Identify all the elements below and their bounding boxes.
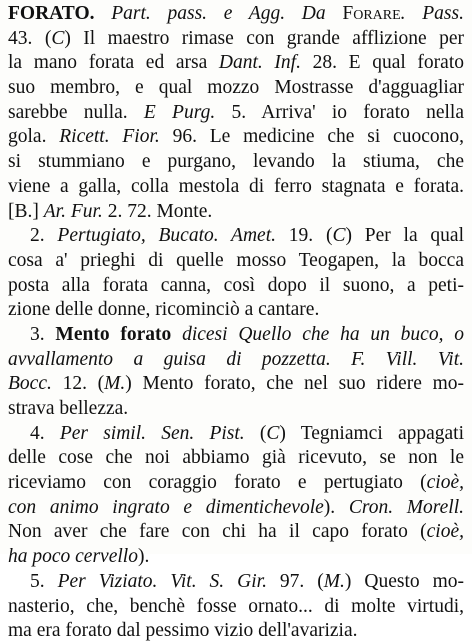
dictionary-entry-forato	[8, 2, 464, 644]
text-run: 96. Le medicine che si cuocono,	[159, 126, 464, 148]
text-run: Mento forato	[55, 323, 172, 345]
text-run: riceviamo con coraggio forato e pertugiato (	[8, 472, 427, 494]
text-run: 12. (	[51, 373, 105, 395]
text-line	[8, 348, 464, 373]
text-run: ) Mento forato, che nel suo ridere mo-	[125, 373, 464, 395]
text-line	[8, 51, 464, 76]
text-line	[8, 496, 464, 521]
text-run: . Pass.	[400, 3, 464, 24]
text-run: 5. Arriva' io forato nella	[215, 101, 464, 123]
text-run: Bocc.	[8, 373, 52, 395]
text-run: strava bellezza.	[8, 398, 129, 419]
text-run: con animo ingrato e dimentichevole	[8, 496, 324, 518]
text-run: Forare	[342, 3, 401, 24]
text-line	[8, 125, 464, 150]
text-run: ).	[323, 496, 349, 518]
text-run: ) Tegniamci appagati	[279, 422, 464, 444]
text-run: ) Questo mo-	[344, 570, 464, 592]
text-run: Non aver che fare con chi ha il capo forato (	[8, 521, 427, 543]
text-line	[8, 150, 464, 175]
text-run: 2.	[30, 225, 58, 247]
text-run: C	[266, 422, 280, 444]
text-run: posta alla forata canna, così dopo il suono, a peti-	[8, 274, 464, 296]
text-run: FORATO.	[8, 3, 95, 24]
text-line	[8, 101, 464, 126]
text-run: Part. pass. e Agg. Da	[94, 3, 343, 24]
text-line	[8, 175, 464, 200]
text-run: Per Viziato. Vit. S. Gir.	[57, 570, 267, 592]
text-run: viene a galla, colla mestola di ferro stagnata e forata.	[8, 175, 464, 197]
text-line	[8, 545, 464, 570]
text-run: cioè,	[426, 521, 464, 543]
text-run: avvallamento a guisa di pozzetta. F. Vill. Vit.	[8, 348, 464, 370]
text-line	[8, 249, 464, 274]
text-run: sarebbe nulla.	[8, 101, 144, 123]
text-run: M.	[323, 570, 345, 592]
text-run: C	[51, 27, 65, 49]
text-run: la mano forata ed arsa	[8, 52, 219, 74]
text-line	[8, 323, 464, 348]
text-line	[8, 570, 464, 595]
text-line	[8, 595, 464, 620]
text-run: ).	[137, 546, 150, 568]
text-line	[8, 274, 464, 299]
text-run: Ar. Fur.	[43, 200, 103, 222]
text-run: [B.]	[8, 200, 44, 222]
text-line	[8, 298, 464, 323]
text-line	[8, 372, 464, 397]
text-run: dicesi Quello che ha un buco, o	[171, 323, 464, 345]
text-run: nasterio, che, benchè fosse ornato... di molte virtudi,	[8, 595, 464, 617]
text-run: 28. E qual forato	[300, 52, 464, 74]
text-run: si stummiano e purgano, levando la stiuma, che	[8, 151, 464, 173]
text-run: ) Il maestro rimase con grande afflizione per	[64, 27, 464, 49]
text-line	[8, 422, 464, 447]
text-line	[8, 200, 464, 225]
text-run: cioè,	[426, 472, 464, 494]
text-run: delle cose che noi abbiamo già ricevuto, se non le	[8, 447, 464, 469]
text-line	[8, 2, 464, 27]
text-run: 4.	[30, 422, 60, 444]
text-run: M.	[104, 373, 126, 395]
text-run: E Purg.	[143, 101, 216, 123]
text-run: gola.	[8, 126, 60, 148]
text-line	[8, 397, 464, 422]
text-run: 3.	[30, 323, 56, 345]
text-run: 19. (	[276, 225, 333, 247]
text-run: ) Per la qual	[345, 225, 464, 247]
text-line	[8, 520, 464, 545]
text-run: C	[332, 225, 346, 247]
text-run: cosa a' prieghi di quelle mosso Teogapen, la bocca	[8, 249, 464, 271]
text-run: Ricett. Fior.	[59, 126, 160, 148]
text-run: suo membro, e qual mozzo Mostrasse d'agguagliar	[8, 77, 464, 99]
text-run: Dant. Inf.	[218, 52, 301, 74]
text-run: 43. (	[8, 27, 52, 49]
text-line	[8, 224, 464, 249]
text-run: Pertugiato, Bucato. Amet.	[57, 225, 276, 247]
text-line	[8, 446, 464, 471]
text-run: (	[244, 422, 267, 444]
text-run: 2. 72. Monte.	[102, 200, 213, 222]
text-run: 97. (	[266, 570, 324, 592]
text-run: 5.	[30, 570, 58, 592]
text-line	[8, 619, 464, 644]
text-line	[8, 76, 464, 101]
text-line	[8, 27, 464, 52]
text-run: ma era forato dal pessimo vizio dell'avarizia.	[8, 620, 358, 642]
text-run: ha poco cervello	[8, 546, 138, 568]
text-run: zione delle donne, ricominciò a cantare.	[8, 299, 320, 321]
text-run: Cron. Morell.	[348, 496, 464, 518]
text-line	[8, 471, 464, 496]
text-run: Per simil. Sen. Pist.	[59, 422, 245, 444]
